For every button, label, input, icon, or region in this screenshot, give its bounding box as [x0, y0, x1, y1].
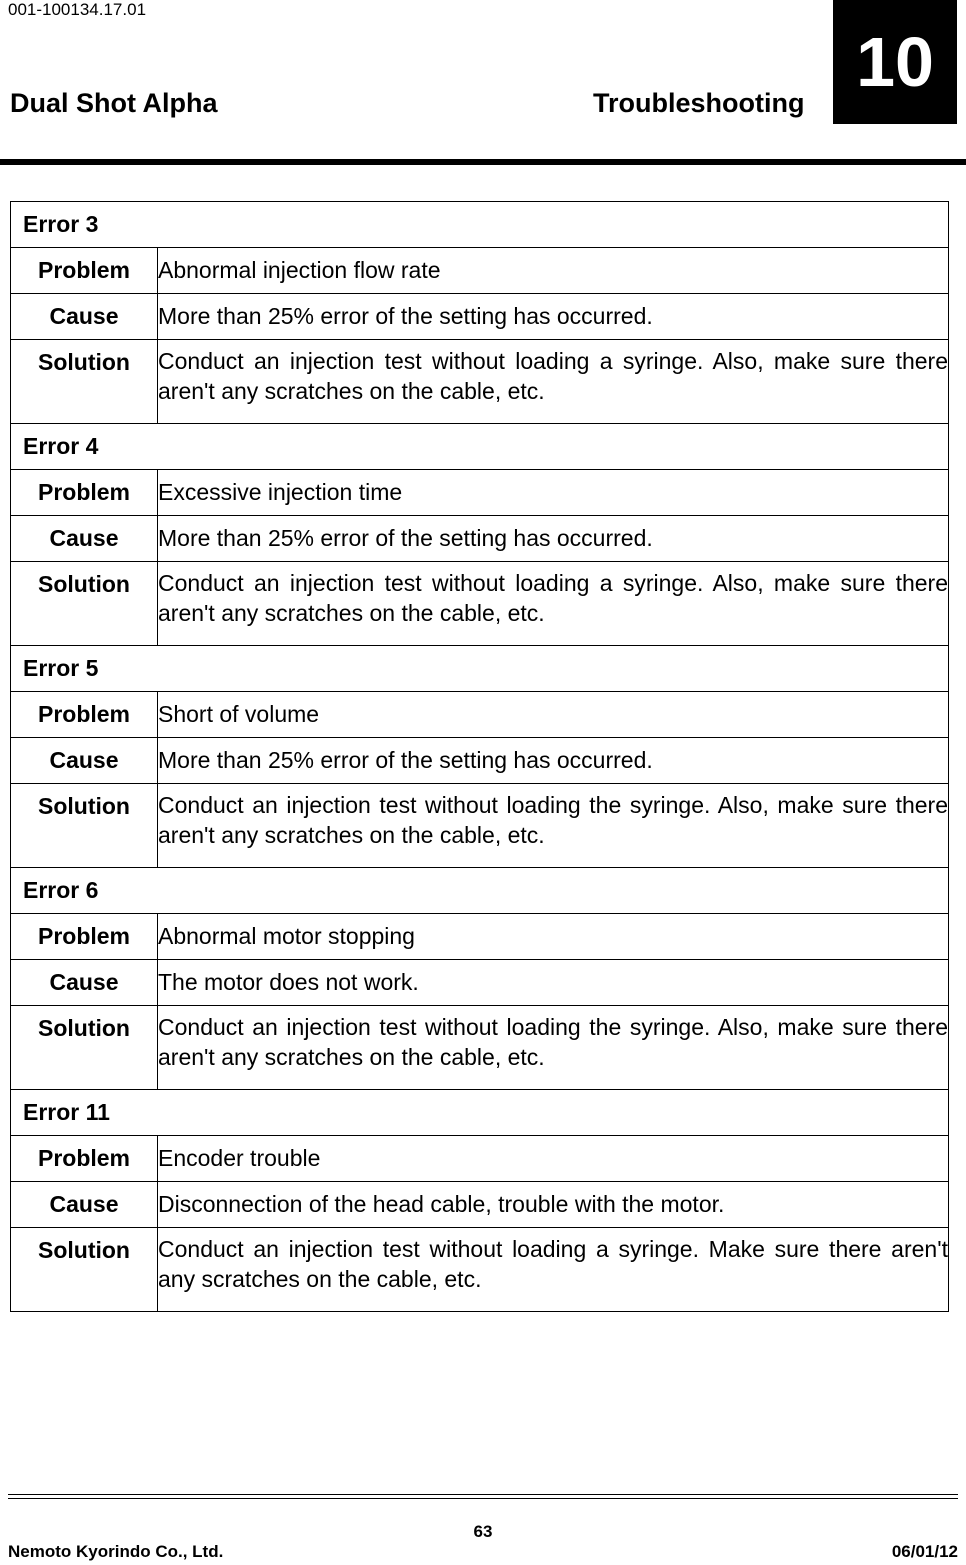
solution-label: Solution: [11, 1006, 158, 1090]
cause-text: More than 25% error of the setting has occurred.: [158, 294, 949, 340]
solution-label: Solution: [11, 562, 158, 646]
cause-row: [11, 738, 949, 784]
solution-row: [11, 562, 949, 646]
product-name: Dual Shot Alpha: [10, 88, 218, 118]
problem-row: [11, 1136, 949, 1182]
cause-text: More than 25% error of the setting has occurred.: [158, 738, 949, 784]
solution-text: Conduct an injection test without loading a syringe. Also, make sure there aren't any scratches on the cable, etc.: [158, 562, 949, 646]
doc-id: 001-100134.17.01: [8, 0, 147, 19]
problem-row: [11, 470, 949, 516]
cause-text: The motor does not work.: [158, 960, 949, 1006]
page-number: 63: [473, 1522, 493, 1541]
problem-text: Encoder trouble: [158, 1136, 949, 1182]
cause-row: [11, 294, 949, 340]
cause-text: More than 25% error of the setting has occurred.: [158, 516, 949, 562]
header-rule: [0, 159, 966, 165]
error-title: Error 3: [11, 202, 949, 248]
footer-rule: [8, 1498, 958, 1499]
problem-label: Problem: [11, 248, 158, 294]
solution-label: Solution: [11, 340, 158, 424]
solution-row: [11, 340, 949, 424]
error-title: Error 6: [11, 868, 949, 914]
problem-text: Short of volume: [158, 692, 949, 738]
chapter-number-box: 10: [833, 0, 957, 124]
error-heading-row: [11, 646, 949, 692]
problem-row: [11, 692, 949, 738]
error-title: Error 5: [11, 646, 949, 692]
problem-label: Problem: [11, 1136, 158, 1182]
problem-text: Abnormal motor stopping: [158, 914, 949, 960]
error-heading-row: [11, 202, 949, 248]
problem-label: Problem: [11, 470, 158, 516]
cause-label: Cause: [11, 960, 158, 1006]
cause-row: [11, 1182, 949, 1228]
section-title: Troubleshooting: [593, 88, 805, 118]
problem-text: Excessive injection time: [158, 470, 949, 516]
error-heading-row: [11, 868, 949, 914]
solution-row: [11, 784, 949, 868]
problem-label: Problem: [11, 914, 158, 960]
cause-label: Cause: [11, 738, 158, 784]
cause-row: [11, 516, 949, 562]
error-heading-row: [11, 1090, 949, 1136]
solution-row: [11, 1006, 949, 1090]
problem-label: Problem: [11, 692, 158, 738]
error-table-body: [11, 202, 949, 1312]
problem-row: [11, 248, 949, 294]
footer-rule: [8, 1494, 958, 1495]
cause-label: Cause: [11, 1182, 158, 1228]
error-table: [10, 201, 949, 1312]
problem-row: [11, 914, 949, 960]
solution-text: Conduct an injection test without loading the syringe. Also, make sure there aren't any scratches on the cable, etc.: [158, 784, 949, 868]
solution-text: Conduct an injection test without loading a syringe. Also, make sure there aren't any scratches on the cable, etc.: [158, 340, 949, 424]
revision-date: 06/01/12: [891, 1542, 958, 1561]
solution-row: [11, 1228, 949, 1312]
solution-label: Solution: [11, 1228, 158, 1312]
cause-label: Cause: [11, 516, 158, 562]
company-name: Nemoto Kyorindo Co., Ltd.: [8, 1542, 224, 1561]
solution-text: Conduct an injection test without loading a syringe. Make sure there aren't any scratches on the cable, etc.: [158, 1228, 949, 1312]
error-heading-row: [11, 424, 949, 470]
error-title: Error 11: [11, 1090, 949, 1136]
error-title: Error 4: [11, 424, 949, 470]
cause-label: Cause: [11, 294, 158, 340]
solution-text: Conduct an injection test without loading the syringe. Also, make sure there aren't any scratches on the cable, etc.: [158, 1006, 949, 1090]
solution-label: Solution: [11, 784, 158, 868]
problem-text: Abnormal injection flow rate: [158, 248, 949, 294]
cause-row: [11, 960, 949, 1006]
cause-text: Disconnection of the head cable, trouble with the motor.: [158, 1182, 949, 1228]
